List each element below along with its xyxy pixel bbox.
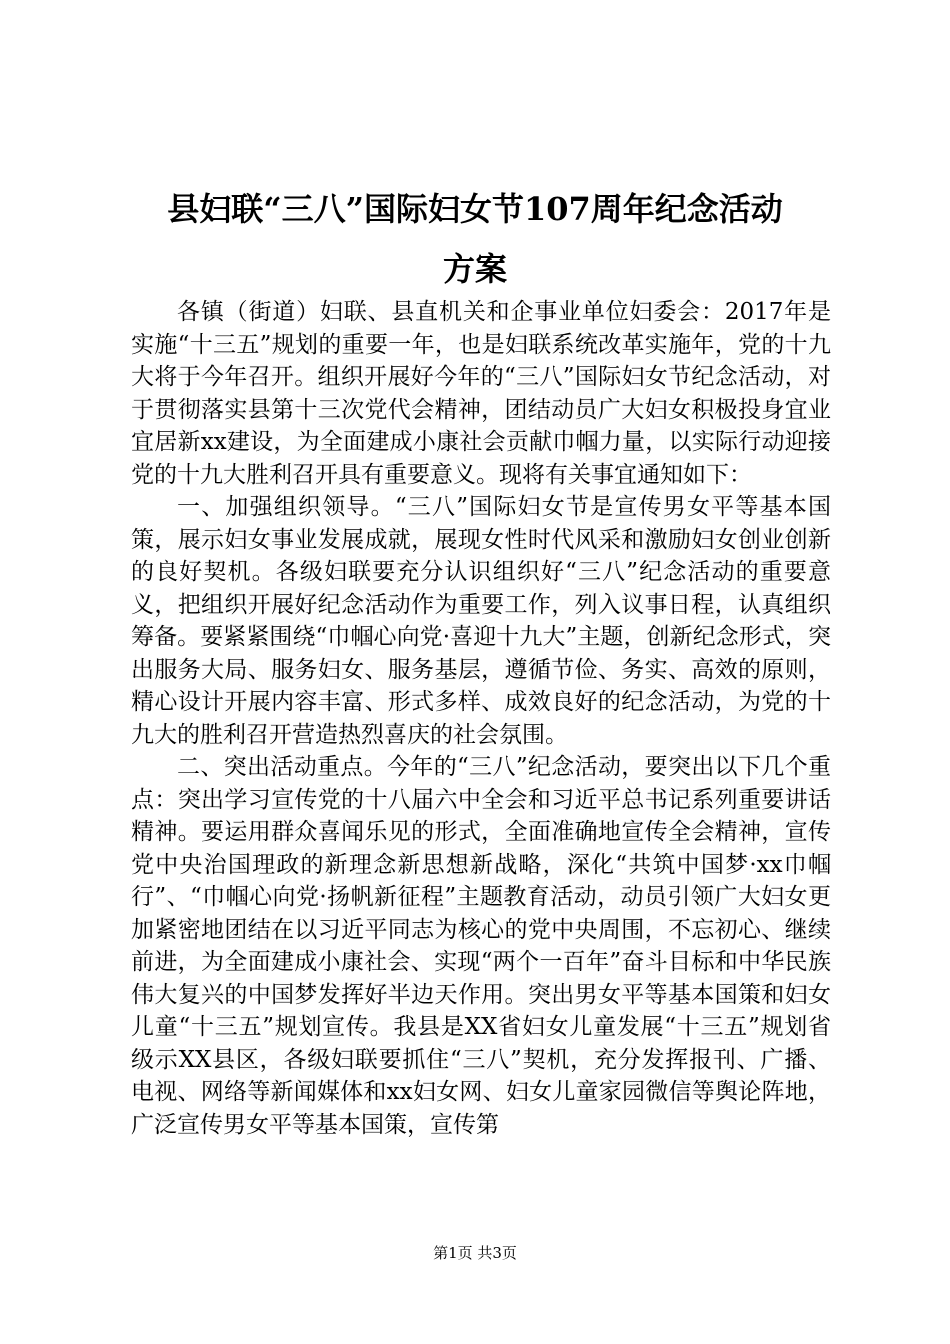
- page-footer: 第1页 共3页: [433, 1244, 517, 1262]
- paragraph-intro: 各镇（街道）妇联、县直机关和企事业单位妇委会：2017年是实施“十三五”规划的重要一年，也是妇联系统改革实施年，党的十九大将于今年召开。组织开展好今年的“三八”国际妇女节纪念活动，对于贯彻落实县第十三次党代会精神，团结动员广大妇女积极投身宜业宜居新xx建设，为全面建成小康社会贡献巾帼力量，以实际行动迎接党的十九大胜利召开具有重要意义。现将有关事宜通知如下：: [131, 299, 831, 488]
- paragraph-section-2: 二、突出活动重点。今年的“三八”纪念活动，要突出以下几个重点：突出学习宣传党的十八届六中全会和习近平总书记系列重要讲话精神。要运用群众喜闻乐见的形式，全面准确地宣传全会精神，宣传党中央治国理政的新理念新思想新战略，深化“共筑中国梦·xx巾帼行”、“巾帼心向党·扬帆新征程”主题教育活动，动员引领广大妇女更加紧密地团结在以习近平同志为核心的党中央周围，不忘初心、继续前进，为全面建成小康社会、实现“两个一百年”奋斗目标和中华民族伟大复兴的中国梦发挥好半边天作用。突出男女平等基本国策和妇女儿童“十三五”规划宣传。我县是XX省妇女儿童发展“十三五”规划省级示XX县区，各级妇联要抓住“三八”契机，充分发挥报刊、广播、电视、网络等新闻媒体和xx妇女网、妇女儿童家园微信等舆论阵地，广泛宣传男女平等基本国策，宣传第: [131, 754, 831, 1138]
- document-title-line-1: 县妇联“三八”国际妇女节107周年纪念活动: [167, 190, 783, 228]
- paragraph-section-1: 一、加强组织领导。“三八”国际妇女节是宣传男女平等基本国策，展示妇女事业发展成就，展现女性时代风采和激励妇女创业创新的良好契机。各级妇联要充分认识组织好“三八”纪念活动的重要意义，把组织开展好纪念活动作为重要工作，列入议事日程，认真组织筹备。要紧紧围绕“巾帼心向党·喜迎十九大”主题，创新纪念形式，突出服务大局、服务妇女、服务基层，遵循节俭、务实、高效的原则，精心设计开展内容丰富、形式多样、成效良好的纪念活动，为党的十九大的胜利召开营造热烈喜庆的社会氛围。: [131, 494, 831, 748]
- document-body: [131, 296, 831, 1141]
- document-title-line-2: 方案: [442, 250, 507, 288]
